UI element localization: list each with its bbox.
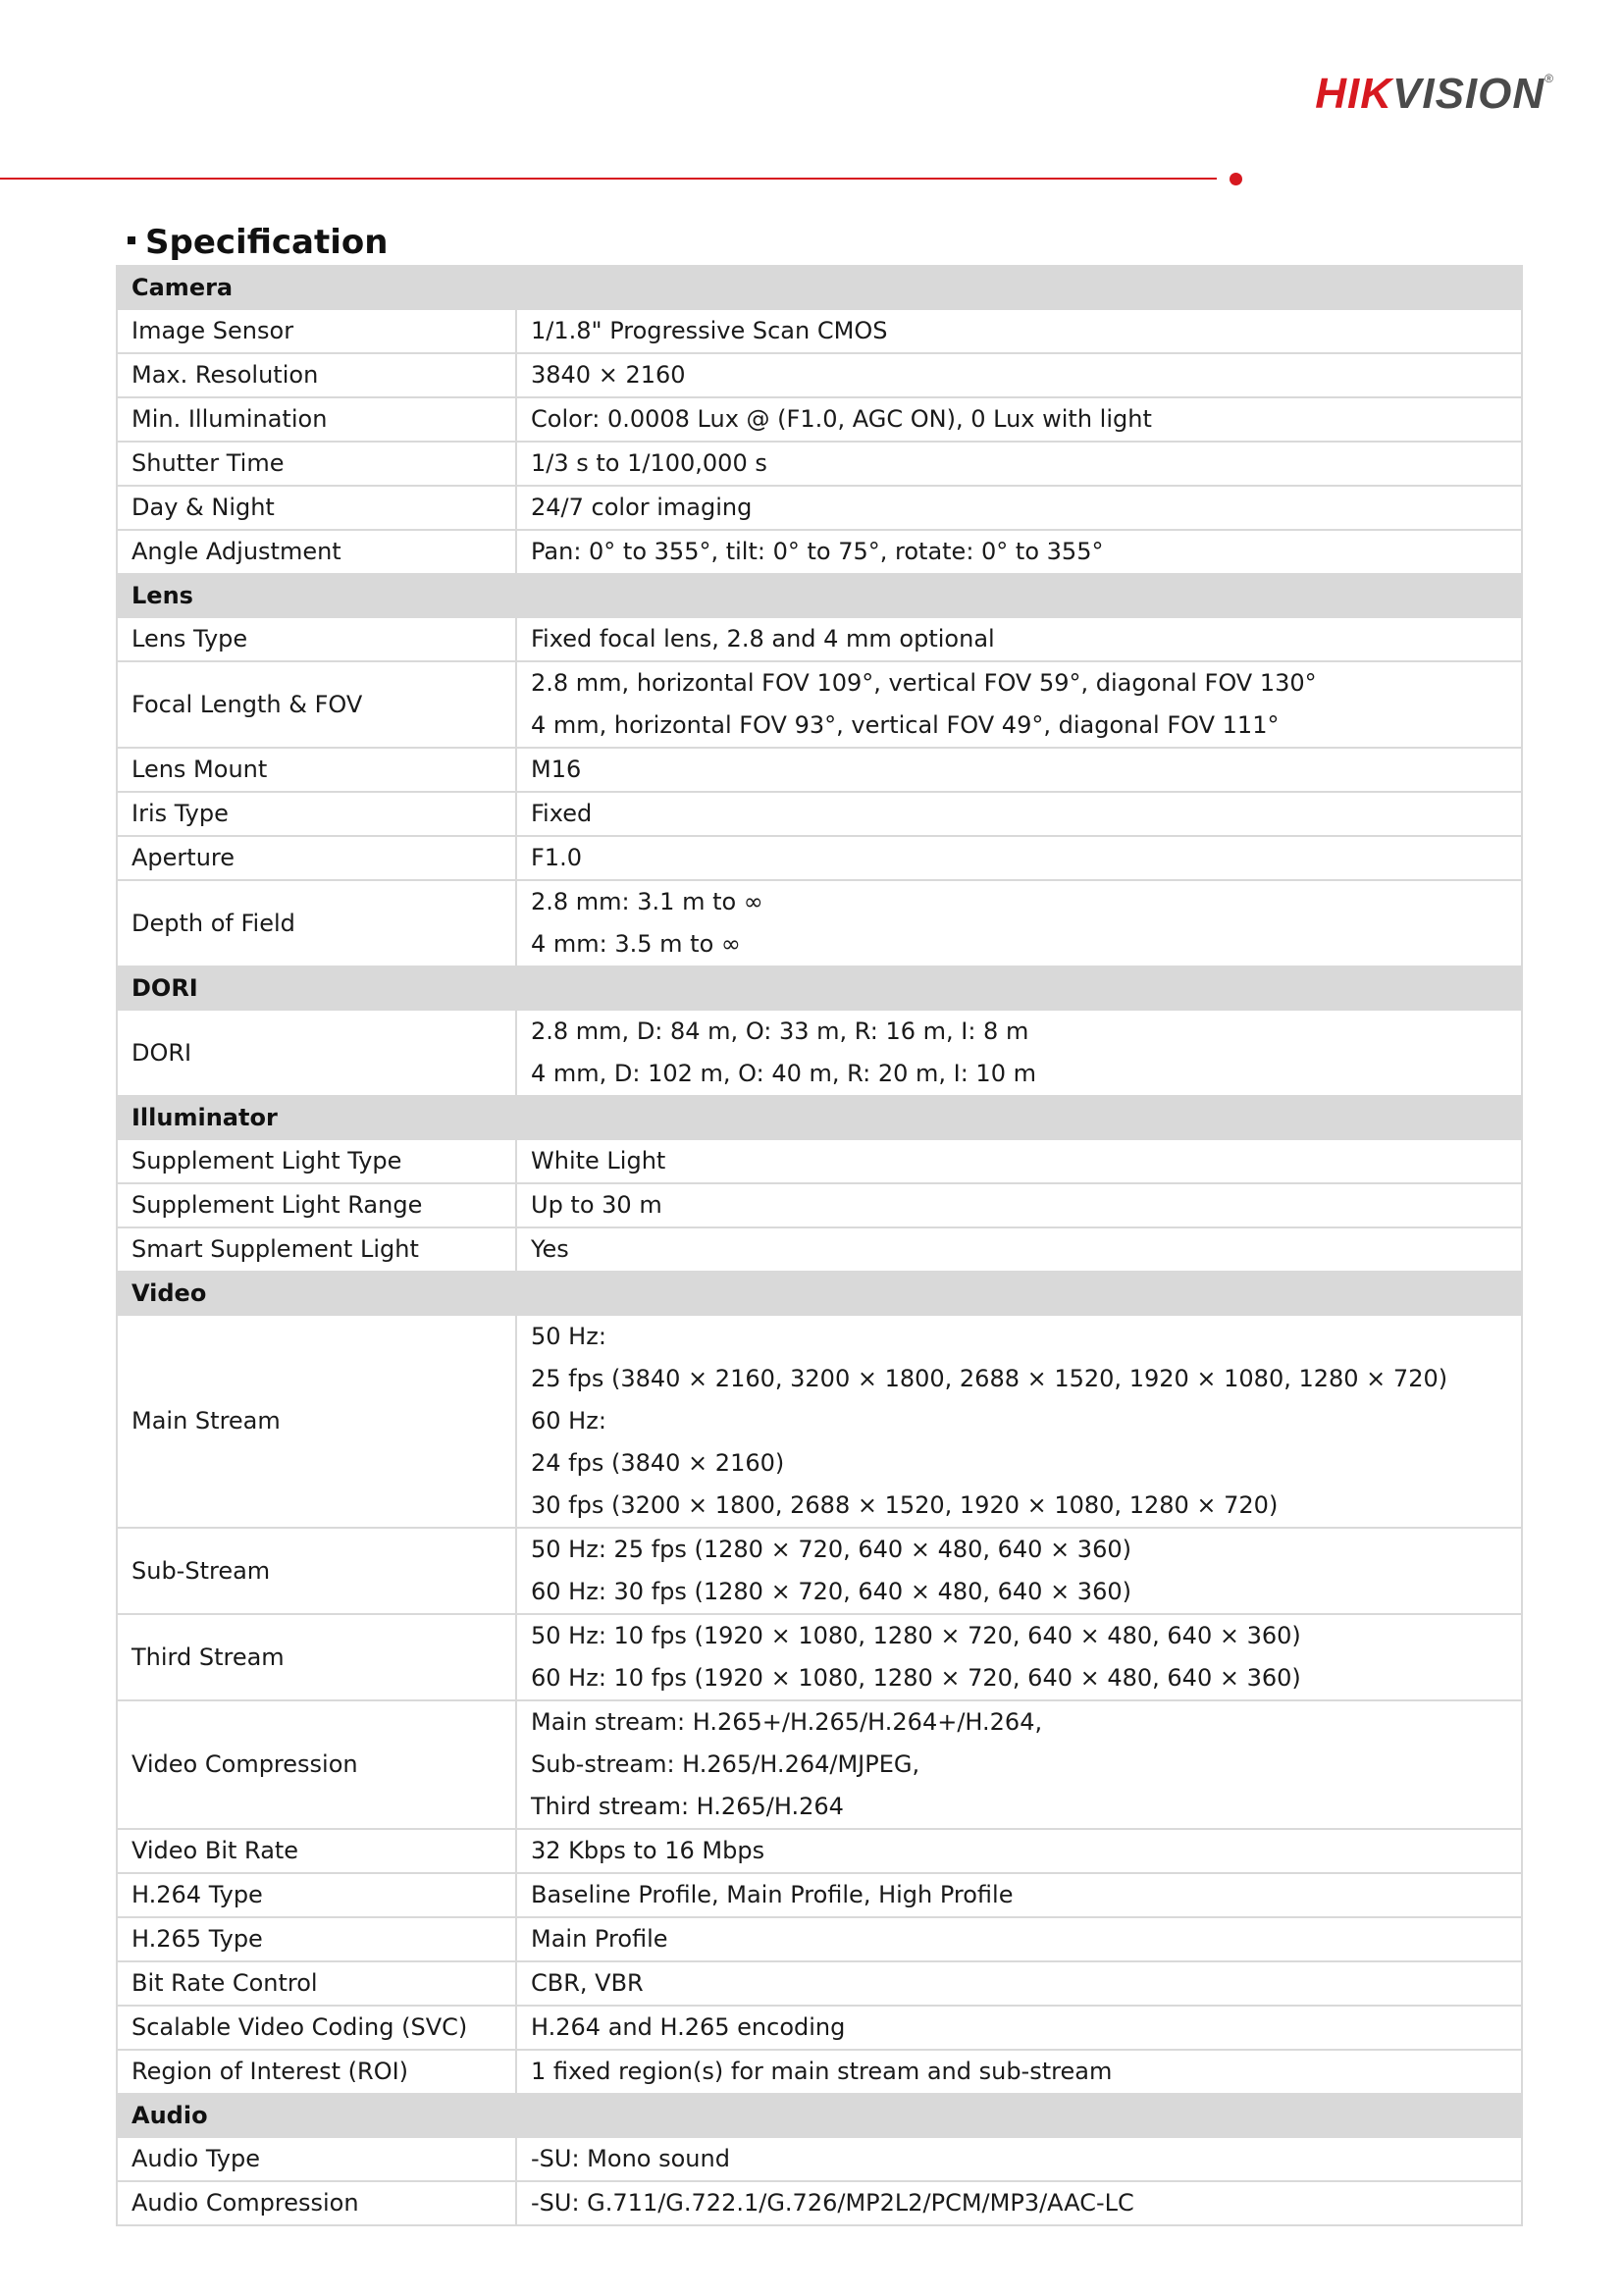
spec-row bbox=[117, 880, 1522, 966]
spec-value-line: 3840 × 2160 bbox=[531, 361, 686, 389]
spec-row bbox=[117, 1829, 1522, 1873]
spec-row bbox=[117, 1315, 1522, 1528]
spec-row bbox=[117, 2050, 1522, 2094]
spec-label: Focal Length & FOV bbox=[117, 661, 516, 748]
spec-value-line: CBR, VBR bbox=[531, 1969, 644, 1997]
spec-value bbox=[516, 353, 1522, 397]
spec-table-body bbox=[117, 266, 1522, 2225]
spec-value bbox=[516, 1183, 1522, 1227]
spec-value bbox=[516, 2181, 1522, 2225]
spec-value bbox=[516, 880, 1522, 966]
spec-label: Lens Mount bbox=[117, 748, 516, 792]
spec-label: Depth of Field bbox=[117, 880, 516, 966]
spec-value bbox=[516, 792, 1522, 836]
spec-value-line: 1/1.8" Progressive Scan CMOS bbox=[531, 317, 888, 344]
section-title-text: Specification bbox=[145, 223, 389, 262]
spec-value-line: Color: 0.0008 Lux @ (F1.0, AGC ON), 0 Lux with light bbox=[531, 405, 1152, 433]
spec-label: Region of Interest (ROI) bbox=[117, 2050, 516, 2094]
spec-value-line: 1 fixed region(s) for main stream and sub-stream bbox=[531, 2058, 1113, 2085]
group-header: Illuminator bbox=[117, 1096, 1522, 1139]
spec-value bbox=[516, 1873, 1522, 1917]
spec-label: Video Compression bbox=[117, 1700, 516, 1829]
spec-row bbox=[117, 530, 1522, 574]
spec-row bbox=[117, 1227, 1522, 1272]
spec-value bbox=[516, 486, 1522, 530]
spec-value-line: Sub-stream: H.265/H.264/MJPEG, bbox=[531, 1750, 920, 1778]
spec-label: Max. Resolution bbox=[117, 353, 516, 397]
group-header-row bbox=[117, 574, 1522, 617]
spec-row bbox=[117, 661, 1522, 748]
spec-label: Lens Type bbox=[117, 617, 516, 661]
spec-value bbox=[516, 397, 1522, 442]
spec-row bbox=[117, 748, 1522, 792]
spec-label: Shutter Time bbox=[117, 442, 516, 486]
spec-label: H.265 Type bbox=[117, 1917, 516, 1961]
spec-value-line: 60 Hz: bbox=[531, 1407, 606, 1435]
spec-label: Supplement Light Range bbox=[117, 1183, 516, 1227]
group-header-row bbox=[117, 2094, 1522, 2137]
spec-value-line: M16 bbox=[531, 756, 582, 783]
spec-value-line: Main Profile bbox=[531, 1925, 668, 1953]
group-header: Audio bbox=[117, 2094, 1522, 2137]
spec-value-line: 4 mm, horizontal FOV 93°, vertical FOV 49°, diagonal FOV 111° bbox=[531, 711, 1280, 739]
group-header-row bbox=[117, 1096, 1522, 1139]
spec-value bbox=[516, 2050, 1522, 2094]
spec-row bbox=[117, 2181, 1522, 2225]
bullet-icon bbox=[128, 236, 135, 244]
spec-label: Bit Rate Control bbox=[117, 1961, 516, 2006]
group-header: DORI bbox=[117, 966, 1522, 1010]
spec-value-line: 4 mm: 3.5 m to ∞ bbox=[531, 930, 741, 958]
spec-value bbox=[516, 1528, 1522, 1614]
logo-registered-mark: ® bbox=[1544, 72, 1554, 85]
spec-value-line: Baseline Profile, Main Profile, High Profile bbox=[531, 1881, 1014, 1908]
spec-label: H.264 Type bbox=[117, 1873, 516, 1917]
spec-value bbox=[516, 1227, 1522, 1272]
spec-row bbox=[117, 1010, 1522, 1096]
spec-value-line: H.264 and H.265 encoding bbox=[531, 2013, 846, 2041]
spec-row bbox=[117, 836, 1522, 880]
spec-value bbox=[516, 836, 1522, 880]
group-header: Lens bbox=[117, 574, 1522, 617]
spec-value-line: -SU: G.711/G.722.1/G.726/MP2L2/PCM/MP3/AAC-LC bbox=[531, 2189, 1134, 2217]
spec-value bbox=[516, 1614, 1522, 1700]
spec-row bbox=[117, 1917, 1522, 1961]
header-divider-dot bbox=[1230, 173, 1242, 185]
spec-value-line: 50 Hz: bbox=[531, 1323, 606, 1350]
spec-value-line: 24 fps (3840 × 2160) bbox=[531, 1449, 785, 1477]
spec-value-line: Fixed focal lens, 2.8 and 4 mm optional bbox=[531, 625, 995, 652]
spec-value bbox=[516, 2006, 1522, 2050]
spec-label: Smart Supplement Light bbox=[117, 1227, 516, 1272]
spec-label: Audio Type bbox=[117, 2137, 516, 2181]
spec-value-line: 32 Kbps to 16 Mbps bbox=[531, 1837, 765, 1864]
spec-value-line: 2.8 mm, horizontal FOV 109°, vertical FOV 59°, diagonal FOV 130° bbox=[531, 669, 1317, 697]
spec-value-line: 24/7 color imaging bbox=[531, 494, 753, 521]
spec-row bbox=[117, 1873, 1522, 1917]
spec-row bbox=[117, 792, 1522, 836]
spec-value-line: 30 fps (3200 × 1800, 2688 × 1520, 1920 × 1080, 1280 × 720) bbox=[531, 1491, 1279, 1519]
group-header-row bbox=[117, 1272, 1522, 1315]
spec-label: Day & Night bbox=[117, 486, 516, 530]
spec-row bbox=[117, 2137, 1522, 2181]
spec-value-line: 60 Hz: 30 fps (1280 × 720, 640 × 480, 640 × 360) bbox=[531, 1578, 1131, 1605]
group-header-row bbox=[117, 266, 1522, 309]
spec-value-line: 25 fps (3840 × 2160, 3200 × 1800, 2688 × 1520, 1920 × 1080, 1280 × 720) bbox=[531, 1365, 1448, 1392]
spec-value bbox=[516, 1700, 1522, 1829]
spec-row bbox=[117, 353, 1522, 397]
spec-row bbox=[117, 1961, 1522, 2006]
spec-value-line: 1/3 s to 1/100,000 s bbox=[531, 449, 767, 477]
spec-value bbox=[516, 442, 1522, 486]
spec-value-line: Yes bbox=[531, 1235, 569, 1263]
spec-value bbox=[516, 1961, 1522, 2006]
spec-value bbox=[516, 309, 1522, 353]
spec-label: Video Bit Rate bbox=[117, 1829, 516, 1873]
spec-row bbox=[117, 1183, 1522, 1227]
spec-value bbox=[516, 748, 1522, 792]
spec-value-line: 50 Hz: 25 fps (1280 × 720, 640 × 480, 640 × 360) bbox=[531, 1536, 1131, 1563]
spec-value bbox=[516, 1139, 1522, 1183]
spec-value-line: Fixed bbox=[531, 800, 593, 827]
spec-row bbox=[117, 442, 1522, 486]
spec-row bbox=[117, 1528, 1522, 1614]
group-header-row bbox=[117, 966, 1522, 1010]
section-title bbox=[128, 223, 388, 262]
spec-row bbox=[117, 2006, 1522, 2050]
spec-value-line: 2.8 mm, D: 84 m, O: 33 m, R: 16 m, I: 8 m bbox=[531, 1018, 1029, 1045]
group-header: Camera bbox=[117, 266, 1522, 309]
spec-label: Iris Type bbox=[117, 792, 516, 836]
spec-label: Main Stream bbox=[117, 1315, 516, 1528]
spec-value-line: -SU: Mono sound bbox=[531, 2145, 730, 2172]
spec-value-line: Main stream: H.265+/H.265/H.264+/H.264, bbox=[531, 1708, 1043, 1736]
spec-value-line: 50 Hz: 10 fps (1920 × 1080, 1280 × 720, 640 × 480, 640 × 360) bbox=[531, 1622, 1301, 1649]
spec-label: DORI bbox=[117, 1010, 516, 1096]
spec-value bbox=[516, 2137, 1522, 2181]
logo-hik: HIK bbox=[1315, 70, 1392, 118]
spec-label: Sub-Stream bbox=[117, 1528, 516, 1614]
spec-value bbox=[516, 530, 1522, 574]
spec-row bbox=[117, 486, 1522, 530]
spec-value bbox=[516, 1829, 1522, 1873]
spec-value bbox=[516, 1917, 1522, 1961]
spec-value-line: Up to 30 m bbox=[531, 1191, 662, 1219]
spec-value-line: Third stream: H.265/H.264 bbox=[531, 1793, 844, 1820]
spec-row bbox=[117, 1139, 1522, 1183]
spec-row bbox=[117, 617, 1522, 661]
spec-row bbox=[117, 1700, 1522, 1829]
spec-value-line: 60 Hz: 10 fps (1920 × 1080, 1280 × 720, 640 × 480, 640 × 360) bbox=[531, 1664, 1301, 1692]
spec-table bbox=[116, 265, 1523, 2226]
spec-label: Audio Compression bbox=[117, 2181, 516, 2225]
spec-label: Scalable Video Coding (SVC) bbox=[117, 2006, 516, 2050]
spec-row bbox=[117, 309, 1522, 353]
spec-label: Image Sensor bbox=[117, 309, 516, 353]
header-divider-line bbox=[0, 178, 1217, 180]
spec-value bbox=[516, 1315, 1522, 1528]
spec-label: Aperture bbox=[117, 836, 516, 880]
spec-value-line: F1.0 bbox=[531, 844, 582, 871]
spec-value bbox=[516, 661, 1522, 748]
spec-row bbox=[117, 397, 1522, 442]
spec-label: Min. Illumination bbox=[117, 397, 516, 442]
spec-value-line: Pan: 0° to 355°, tilt: 0° to 75°, rotate: 0° to 355° bbox=[531, 538, 1104, 565]
spec-value bbox=[516, 617, 1522, 661]
group-header: Video bbox=[117, 1272, 1522, 1315]
spec-label: Angle Adjustment bbox=[117, 530, 516, 574]
spec-value-line: 4 mm, D: 102 m, O: 40 m, R: 20 m, I: 10 m bbox=[531, 1060, 1036, 1087]
spec-label: Third Stream bbox=[117, 1614, 516, 1700]
spec-row bbox=[117, 1614, 1522, 1700]
spec-value-line: 2.8 mm: 3.1 m to ∞ bbox=[531, 888, 763, 915]
hikvision-logo bbox=[1315, 70, 1554, 118]
logo-vision: VISION bbox=[1392, 70, 1545, 118]
spec-label: Supplement Light Type bbox=[117, 1139, 516, 1183]
spec-value bbox=[516, 1010, 1522, 1096]
spec-value-line: White Light bbox=[531, 1147, 666, 1174]
